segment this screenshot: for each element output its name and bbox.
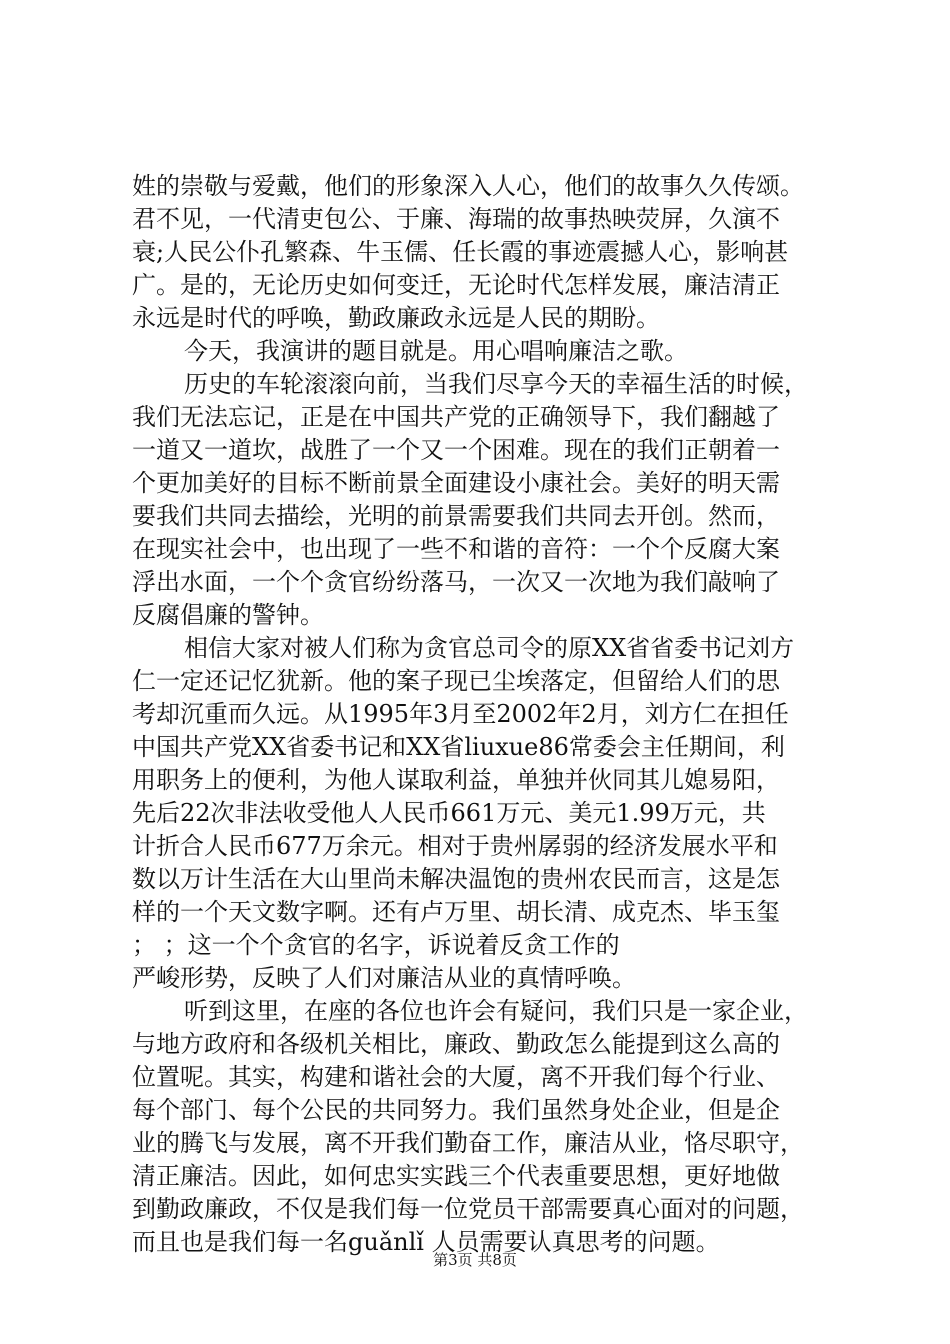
text-line: 中国共产党XX省委书记和XX省liuxue86常委会主任期间，利 [132,733,785,761]
text-line: 考却沉重而久远。从1995年3月至2002年2月，刘方仁在担任 [132,700,789,728]
text-line: 严峻形势，反映了人们对廉洁从业的真情呼唤。 [132,964,636,992]
text-line: 衰;人民公仆孔繁森、牛玉儒、任长霞的事迹震撼人心，影响甚 [132,238,789,266]
text-line: 今天，我演讲的题目就是。用心唱响廉洁之歌。 [184,337,688,365]
text-line: 用职务上的便利，为他人谋取利益，单独并伙同其儿媳易阳， [132,766,780,794]
text-line: 浮出水面，一个个贪官纷纷落马，一次又一次地为我们敲响了 [132,568,780,596]
text-line: 广。是的，无论历史如何变迁，无论时代怎样发展，廉洁清正 [132,271,780,299]
text-line: 业的腾飞与发展，离不开我们勤奋工作，廉洁从业，恪尽职守， [132,1129,804,1157]
text-line: 每个部门、每个公民的共同努力。我们虽然身处企业，但是企 [132,1096,780,1124]
text-line: 一道又一道坎，战胜了一个又一个困难。现在的我们正朝着一 [132,436,780,464]
page-footer: 第3页 共8页 [433,1251,517,1269]
text-line: ； ；这一个个贪官的名字，诉说着反贪工作的 [132,931,620,959]
document-body [132,170,832,1259]
text-line: 相信大家对被人们称为贪官总司令的原XX省省委书记刘方 [184,634,795,662]
text-line: 到勤政廉政，不仅是我们每一位党员干部需要真心面对的问题， [132,1195,804,1223]
text-line: 清正廉洁。因此，如何忠实实践三个代表重要思想，更好地做 [132,1162,780,1190]
text-line: 姓的崇敬与爱戴，他们的形象深入人心，他们的故事久久传颂。 [132,172,804,200]
text-line: 先后22次非法收受他人人民币661万元、美元1.99万元，共 [132,799,766,827]
text-line: 永远是时代的呼唤，勤政廉政永远是人民的期盼。 [132,304,660,332]
text-line: 与地方政府和各级机关相比，廉政、勤政怎么能提到这么高的 [132,1030,780,1058]
text-line: 样的一个天文数字啊。还有卢万里、胡长清、成克杰、毕玉玺 [132,898,780,926]
text-line: 要我们共同去描绘，光明的前景需要我们共同去开创。然而， [132,502,780,530]
text-line: 个更加美好的目标不断前景全面建设小康社会。美好的明天需 [132,469,780,497]
text-line: 计折合人民币677万余元。相对于贵州孱弱的经济发展水平和 [132,832,778,860]
text-line: 在现实社会中，也出现了一些不和谐的音符：一个个反腐大案 [132,535,780,563]
text-line: 反腐倡廉的警钟。 [132,601,324,629]
text-line: 听到这里，在座的各位也许会有疑问，我们只是一家企业， [184,997,808,1025]
text-line: 君不见，一代清吏包公、于廉、海瑞的故事热映荧屏，久演不 [132,205,780,233]
text-line: 历史的车轮滚滚向前，当我们尽享今天的幸福生活的时候， [184,370,808,398]
text-line: 位置呢。其实，构建和谐社会的大厦，离不开我们每个行业、 [132,1063,780,1091]
text-line: 数以万计生活在大山里尚未解决温饱的贵州农民而言，这是怎 [132,865,780,893]
text-line: 仁一定还记忆犹新。他的案子现已尘埃落定，但留给人们的思 [132,667,780,695]
text-line: 而且也是我们每一名guǎnlǐ 人员需要认真思考的问题。 [132,1228,720,1256]
text-line: 我们无法忘记，正是在中国共产党的正确领导下，我们翻越了 [132,403,780,431]
